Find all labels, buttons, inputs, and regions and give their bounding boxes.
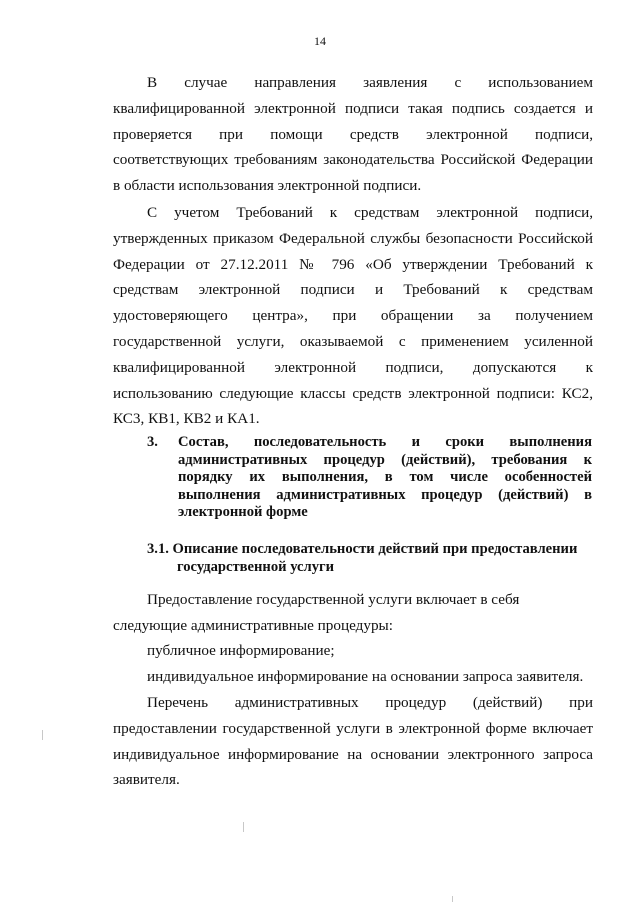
section-title: Состав, последовательность и сроки выполнения административных процедур (действий), требования к порядку их выполнения, в том числе особенностей выполнения административных процедур (действий) в электронной форме (178, 434, 592, 520)
list-item-text: индивидуальное информирование на основании запроса заявителя. (147, 668, 584, 685)
paragraph-text: С учетом Требований к средствам электронной подписи, утвержденных приказом Федеральной службы безопасности Российской Федерации от 27.12.2011 № 796 «Об утверждении Требований к средствам электронной подписи и Требований к средствам удостоверяющего центра», при обращении за получением государственной услуги, оказываемой с применением усиленной квалифицированной электронной подписи, допускаются к использованию следующие классы средств электронной подписи: КС2, КС3, КВ1, КВ2 и КА1. (113, 204, 593, 428)
section-title (147, 541, 592, 576)
section-title-line1: Описание последовательности действий при предоставлении (172, 541, 578, 557)
section-number: 3. (147, 434, 158, 450)
paragraph-signature-classes (113, 200, 593, 432)
paragraph-electronic-signature (113, 70, 593, 199)
section-3-heading (147, 434, 592, 522)
list-item (113, 664, 593, 690)
scan-mark (243, 822, 244, 832)
section-number: 3.1. (147, 541, 169, 557)
section-3-1-heading (147, 541, 592, 576)
list-item-text: публичное информирование; (147, 642, 335, 659)
scan-mark (42, 730, 43, 740)
paragraph-text: Предоставление государственной услуги включает в себя следующие административные процедуры: (113, 591, 520, 634)
page-number: 14 (314, 34, 326, 48)
section-title-line2: государственной услуги (177, 558, 335, 575)
list-item (113, 638, 593, 664)
paragraph-text: Перечень административных процедур (действий) при предоставлении государственной услуги в электронной форме включает индивидуальное информирование на основании электронного запроса заявителя. (113, 694, 593, 789)
paragraph-text: В случае направления заявления с использованием квалифицированной электронной подписи такая подпись создается и проверяется при помощи средств электронной подписи, соответствующих требованиям законодательства Российской Федерации в области использования электронной подписи. (113, 74, 593, 195)
scan-mark (452, 896, 453, 902)
paragraph-procedures-intro (113, 587, 593, 639)
paragraph-electronic-procedures (113, 690, 593, 793)
